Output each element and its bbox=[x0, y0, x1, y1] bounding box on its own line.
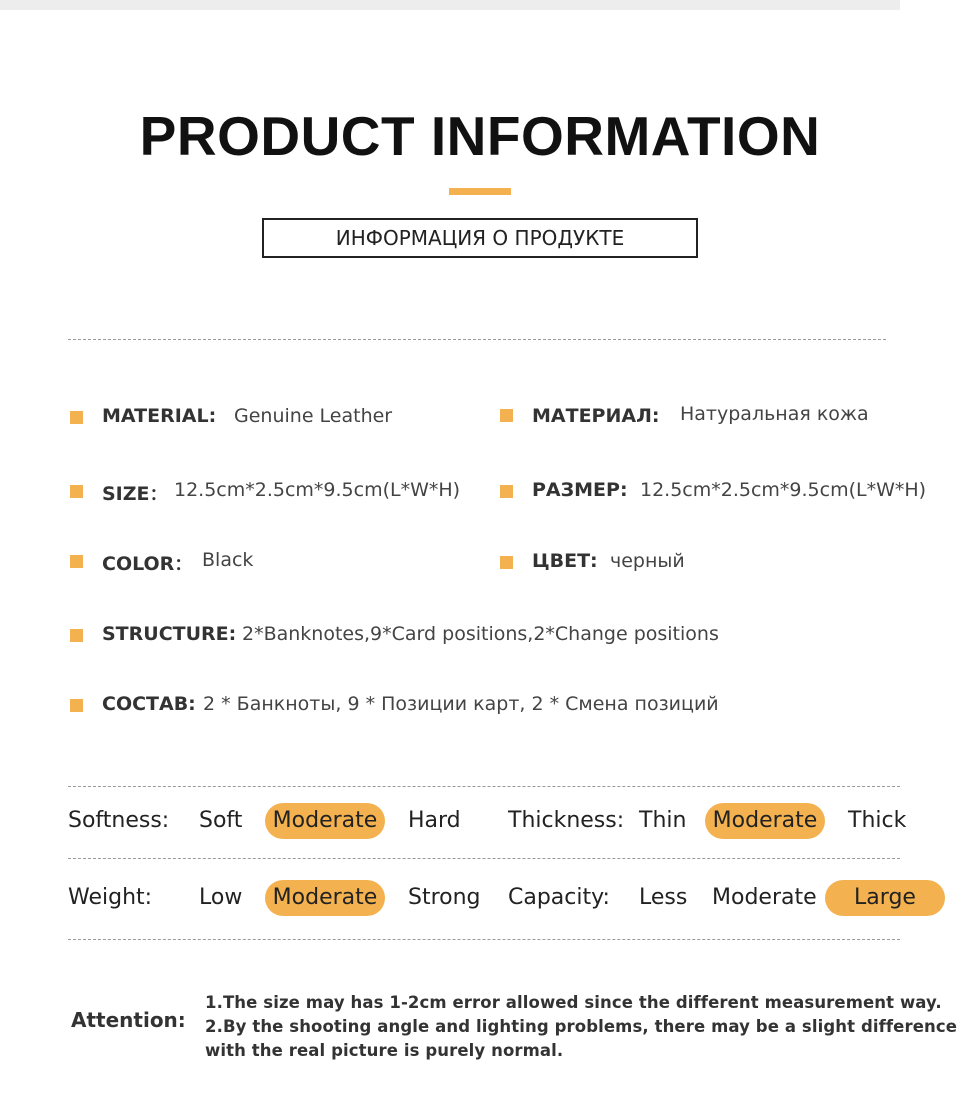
spec-label: COLOR： bbox=[102, 553, 194, 575]
spec-value: черный bbox=[610, 550, 685, 572]
spec-value: 2*Banknotes,9*Card positions,2*Change positions bbox=[242, 623, 719, 645]
rating-label-capacity: Capacity: bbox=[508, 885, 610, 910]
rating-label-thickness: Thickness: bbox=[508, 808, 625, 833]
rating-option-less: Less bbox=[639, 885, 688, 910]
attention-line-2: 2.By the shooting angle and lighting problems, there may be a slight difference bbox=[205, 1017, 958, 1036]
rating-option-moderate-selected: Moderate bbox=[265, 880, 385, 916]
rating-label-weight: Weight: bbox=[68, 885, 153, 910]
spec-label: MATERIAL: bbox=[102, 405, 217, 427]
rating-option-low: Low bbox=[199, 885, 243, 910]
attention-line-1: 1.The size may has 1-2cm error allowed since the different measurement way. bbox=[205, 993, 942, 1012]
spec-label: МАТЕРИАЛ: bbox=[532, 405, 660, 427]
spec-value: 12.5cm*2.5cm*9.5cm(L*W*H) bbox=[640, 479, 927, 501]
bullet-icon bbox=[70, 629, 83, 642]
spec-label: STRUCTURE: bbox=[102, 623, 237, 645]
title-accent-bar bbox=[449, 188, 511, 195]
rating-option-strong: Strong bbox=[408, 885, 481, 910]
rating-label-softness: Softness: bbox=[68, 808, 170, 833]
divider-ratings-top bbox=[68, 786, 900, 787]
spec-value: Black bbox=[202, 549, 254, 571]
attention-label: Attention: bbox=[71, 1008, 186, 1032]
spec-value: 2 * Банкноты, 9 * Позиции карт, 2 * Смена позиций bbox=[203, 693, 719, 715]
bullet-icon bbox=[500, 409, 513, 422]
bullet-icon bbox=[70, 699, 83, 712]
rating-option-soft: Soft bbox=[199, 808, 243, 833]
spec-label: ЦВЕТ: bbox=[532, 550, 598, 572]
rating-option-moderate-selected: Moderate bbox=[705, 803, 825, 839]
page-title: PRODUCT INFORMATION bbox=[139, 105, 821, 167]
bullet-icon bbox=[70, 485, 83, 498]
spec-value: 12.5cm*2.5cm*9.5cm(L*W*H) bbox=[174, 479, 461, 501]
divider-ratings-bottom bbox=[68, 939, 900, 940]
bullet-icon bbox=[70, 411, 83, 424]
rating-option-moderate-selected: Moderate bbox=[265, 803, 385, 839]
spec-label: РАЗМЕР: bbox=[532, 479, 628, 501]
top-bar bbox=[0, 0, 900, 10]
bullet-icon bbox=[500, 485, 513, 498]
bullet-icon bbox=[70, 555, 83, 568]
rating-option-hard: Hard bbox=[408, 808, 461, 833]
page-subtitle: ИНФОРМАЦИЯ О ПРОДУКТЕ bbox=[262, 218, 698, 258]
spec-value: Genuine Leather bbox=[234, 405, 393, 427]
spec-label: SIZE： bbox=[102, 483, 169, 505]
divider-top bbox=[68, 339, 886, 340]
attention-line-3: with the real picture is purely normal. bbox=[205, 1041, 564, 1060]
rating-option-thin: Thin bbox=[639, 808, 687, 833]
spec-label: СОСТАВ: bbox=[102, 693, 196, 715]
spec-value: Натуральная кожа bbox=[680, 403, 869, 425]
bullet-icon bbox=[500, 556, 513, 569]
divider-ratings-mid bbox=[68, 858, 900, 859]
rating-option-thick: Thick bbox=[848, 808, 907, 833]
rating-option-moderate: Moderate bbox=[712, 885, 817, 910]
rating-option-large-selected: Large bbox=[825, 880, 945, 916]
